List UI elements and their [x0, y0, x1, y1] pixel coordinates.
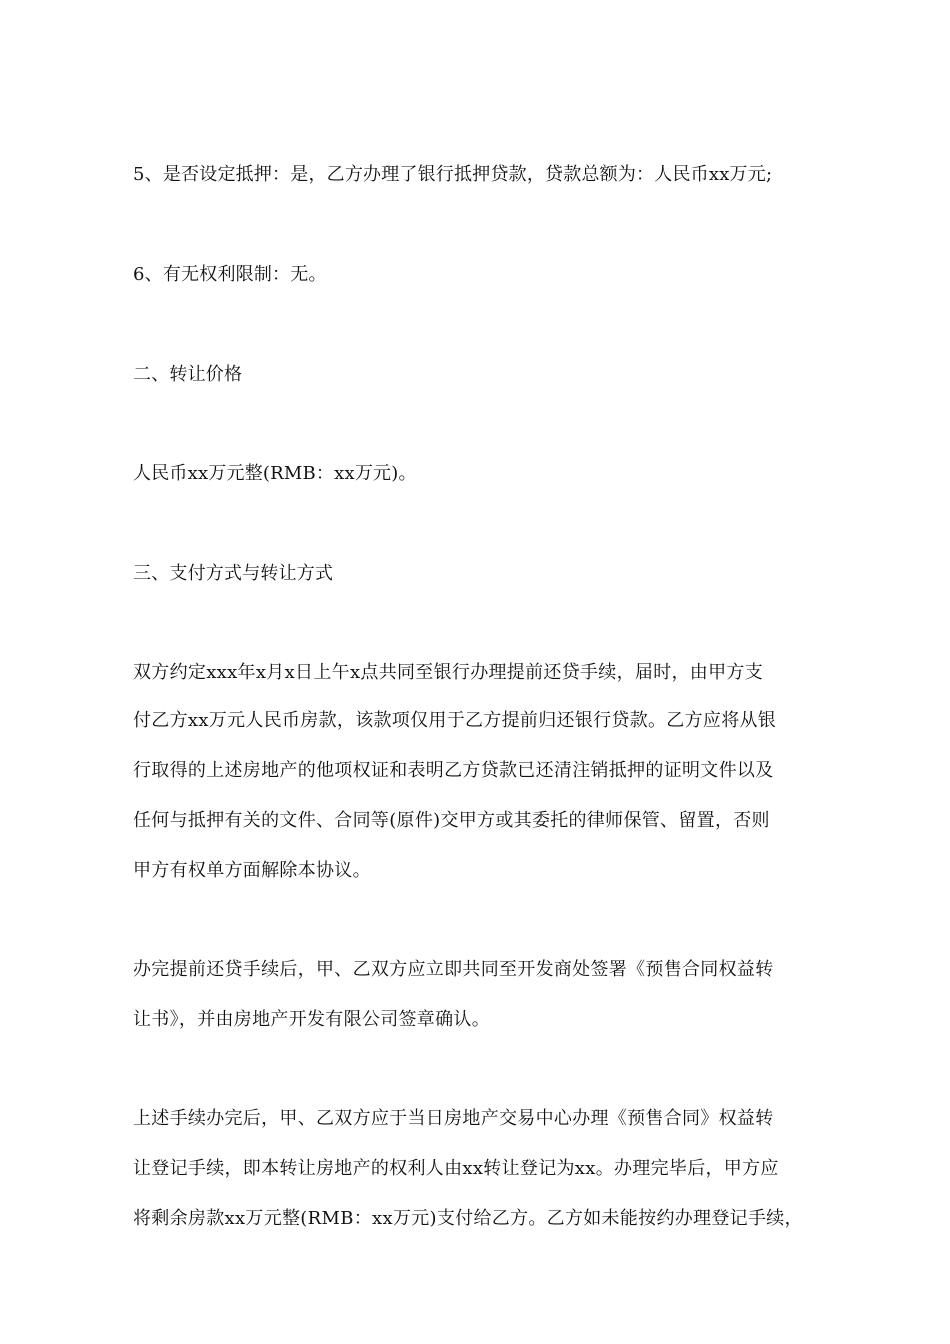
paragraph-line: 付乙方xx万元人民币房款，该款项仅用于乙方提前归还银行贷款。乙方应将从银	[133, 710, 777, 731]
clause-item-5: 5、是否设定抵押：是，乙方办理了银行抵押贷款，贷款总额为：人民币xx万元;	[133, 164, 773, 185]
section-heading-price: 二、转让价格	[133, 364, 243, 385]
paragraph-line: 让书》，并由房地产开发有限公司签章确认。	[133, 1009, 490, 1030]
section-heading-payment: 三、支付方式与转让方式	[133, 563, 334, 584]
price-text: 人民币xx万元整(RMB：xx万元)。	[133, 463, 417, 484]
paragraph-line: 将剩余房款xx万元整(RMB：xx万元)支付给乙方。乙方如未能按约办理登记手续，	[133, 1208, 803, 1229]
clause-item-6: 6、有无权利限制：无。	[133, 264, 327, 285]
paragraph-line: 让登记手续，即本转让房地产的权利人由xx转让登记为xx。办理完毕后，甲方应	[133, 1158, 779, 1179]
paragraph-line: 甲方有权单方面解除本协议。	[133, 860, 371, 881]
paragraph-line: 行取得的上述房地产的他项权证和表明乙方贷款已还清注销抵押的证明文件以及	[133, 760, 774, 781]
paragraph-line: 办完提前还贷手续后，甲、乙双方应立即共同至开发商处签署《预售合同权益转	[133, 959, 774, 980]
paragraph-line: 任何与抵押有关的文件、合同等(原件)交甲方或其委托的律师保管、留置，否则	[133, 810, 770, 831]
paragraph-line: 双方约定xxx年x月x日上午x点共同至银行办理提前还贷手续，届时，由甲方支	[133, 662, 764, 683]
paragraph-line: 上述手续办完后，甲、乙双方应于当日房地产交易中心办理《预售合同》权益转	[133, 1108, 774, 1129]
